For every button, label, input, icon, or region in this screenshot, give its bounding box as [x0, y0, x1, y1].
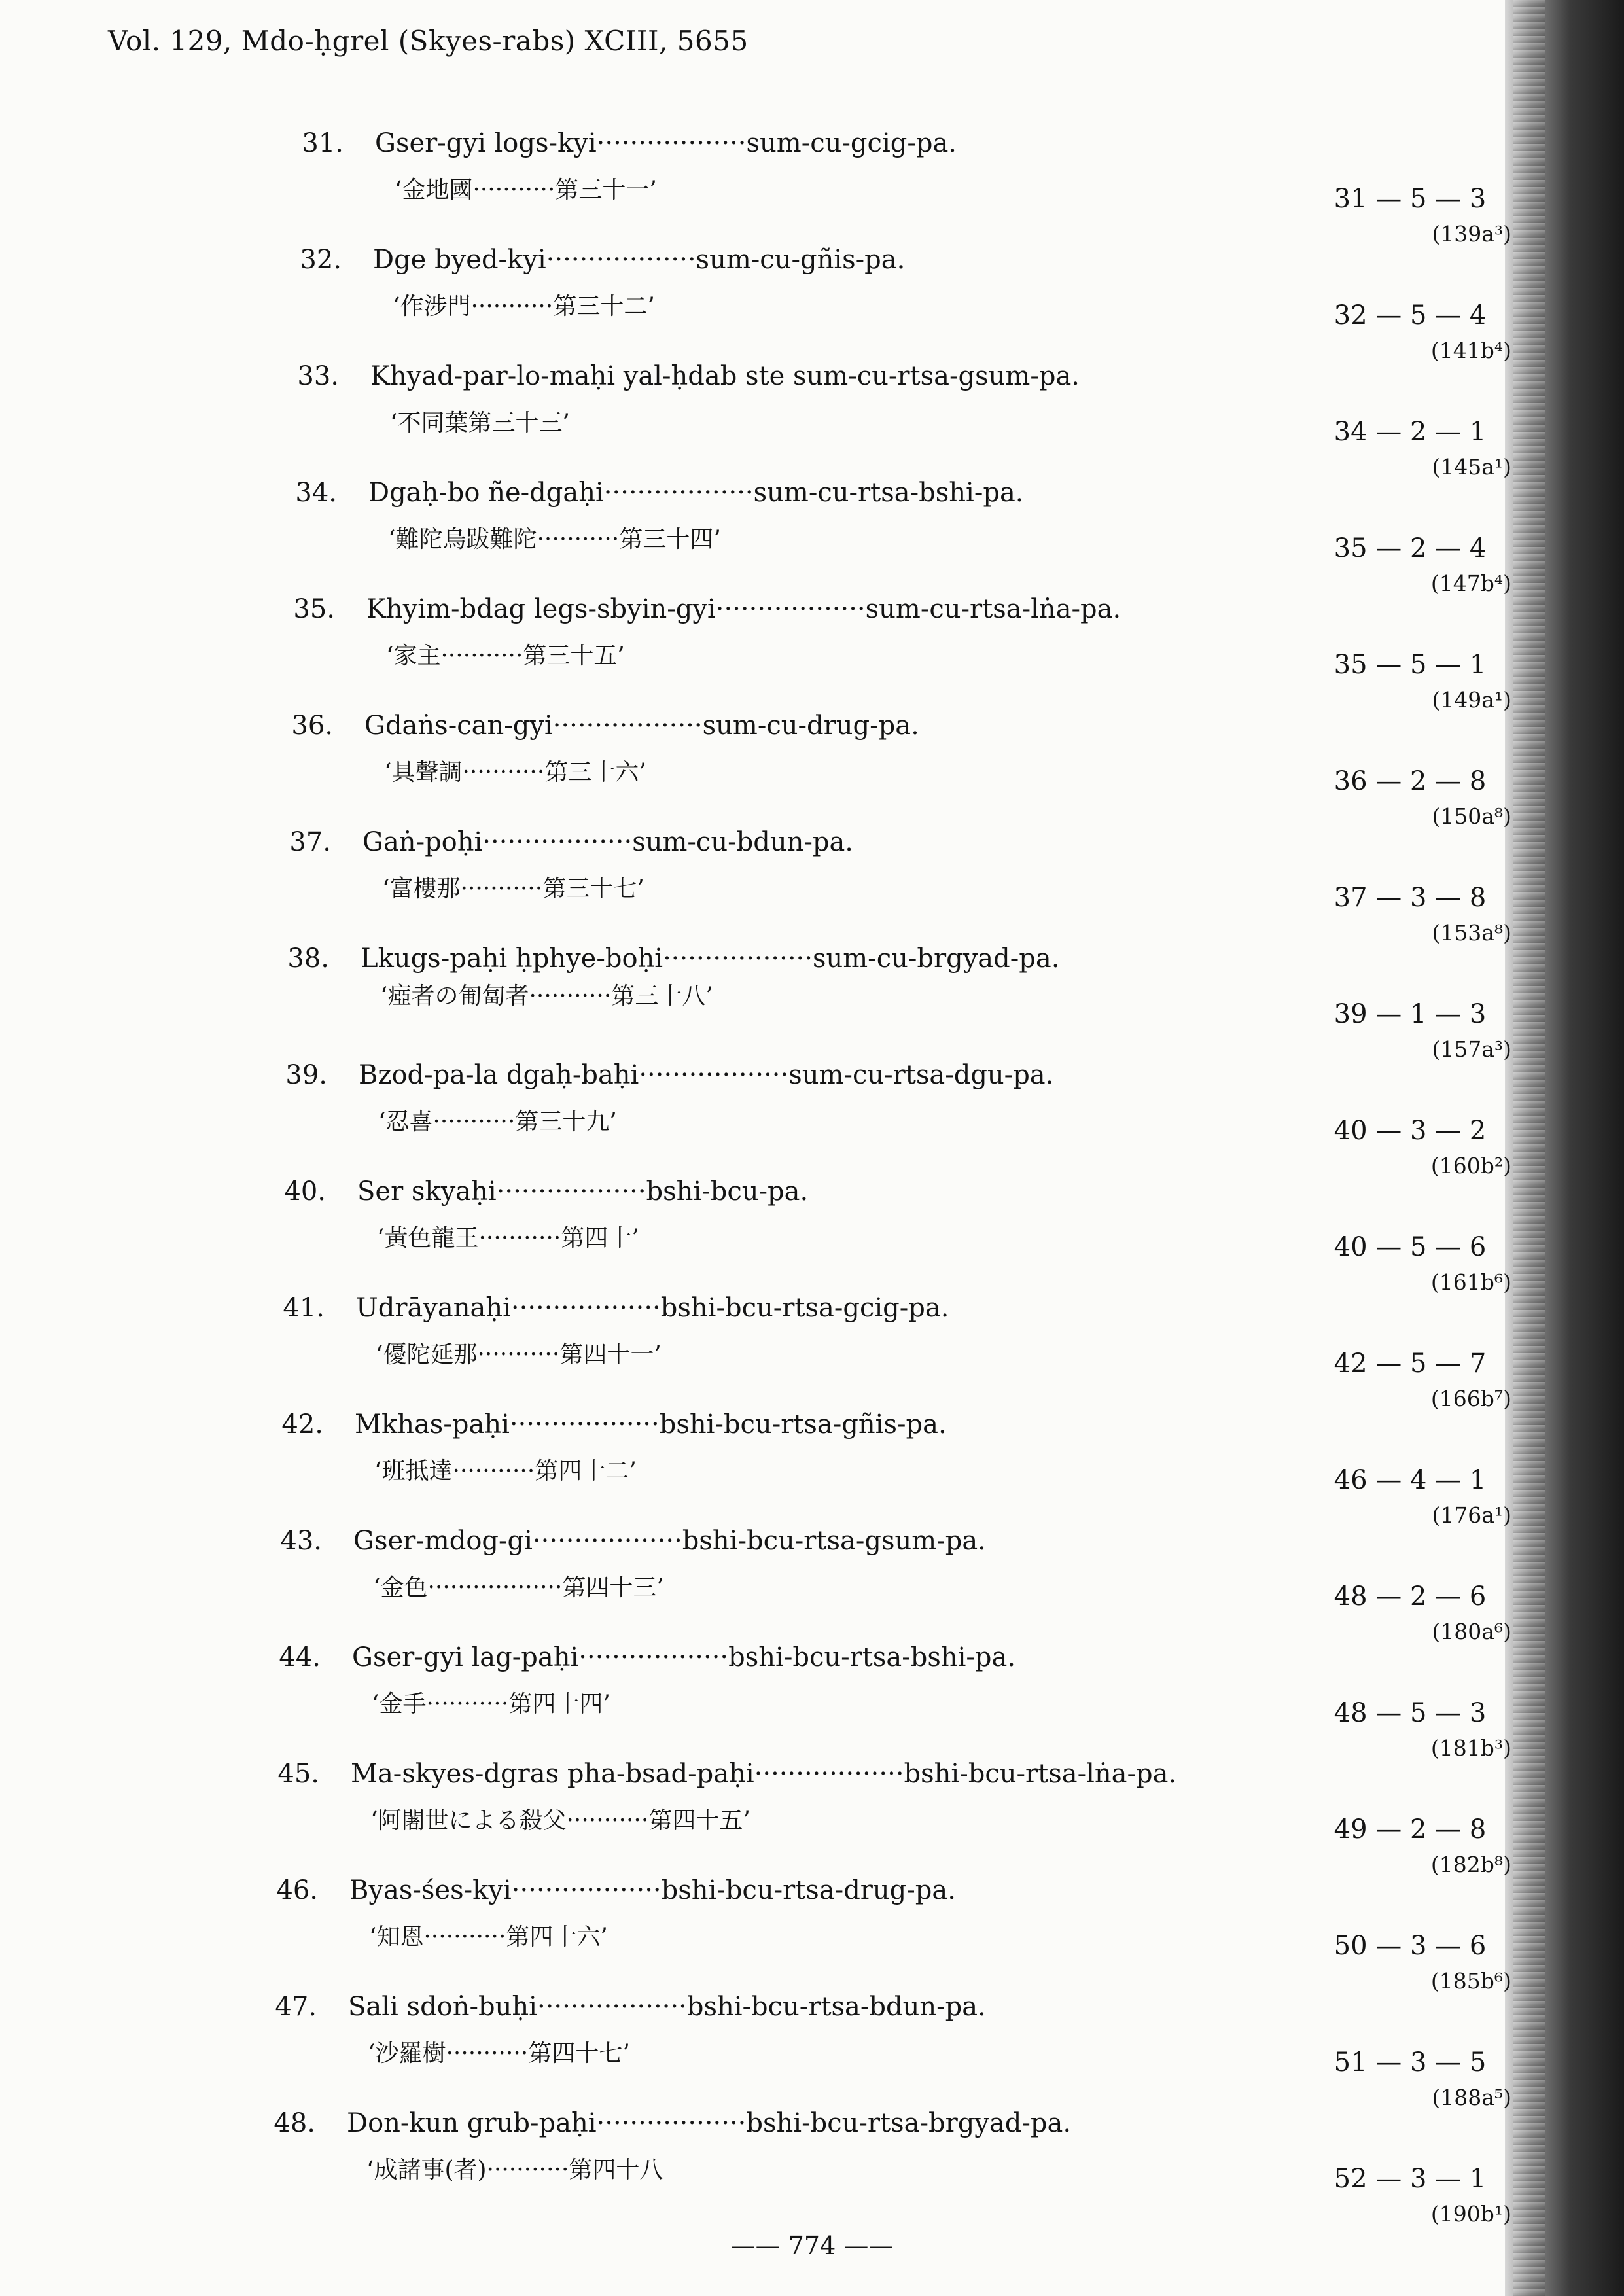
entry-folio: (166b⁷) — [1430, 1386, 1511, 1411]
list-item — [0, 1875, 1624, 1992]
list-item — [0, 1409, 1624, 1526]
list-item — [0, 245, 1624, 361]
entry-title: Dge byed-kyi··················sum-cu-gñis-pa. — [373, 245, 906, 275]
entry-title: Sali sdoṅ-buḥi··················bshi-bcu-rtsa-bdun-pa. — [348, 1992, 986, 2022]
entry-folio: (176a¹) — [1432, 1502, 1511, 1528]
entry-folio: (147b⁴) — [1430, 571, 1511, 596]
entry-reference: 48 — 5 — 3 — [1333, 1698, 1487, 1728]
entry-title: Khyim-bdag legs-sbyin-gyi··················sum-cu-rtsa-lṅa-pa. — [366, 594, 1121, 624]
entry-number: 48. — [274, 2108, 315, 2138]
entry-title: Dgaḥ-bo ñe-dgaḥi··················sum-cu-rtsa-bshi-pa. — [368, 478, 1024, 508]
entry-number: 40. — [284, 1176, 326, 1207]
entry-reference: 49 — 2 — 8 — [1333, 1814, 1487, 1845]
entry-reference: 34 — 2 — 1 — [1333, 417, 1487, 447]
entry-title: Ma-skyes-dgras pha-bsad-paḥi··················bshi-bcu-rtsa-lṅa-pa. — [351, 1759, 1177, 1789]
entry-japanese-title: ‘金地國···········第三十一’ — [395, 177, 657, 203]
entry-japanese-title: ‘阿闍世による殺父···········第四十五’ — [370, 1807, 750, 1834]
entry-reference: 31 — 5 — 3 — [1333, 184, 1487, 214]
entry-folio: (161b⁶) — [1430, 1269, 1511, 1295]
entry-japanese-title: ‘忍喜···········第三十九’ — [378, 1108, 617, 1135]
entry-folio: (180a⁶) — [1432, 1619, 1511, 1644]
entry-japanese-title: ‘瘂者の匍匐者···········第三十八’ — [380, 983, 713, 1010]
entry-title: Gser-gyi logs-kyi··················sum-cu-gcig-pa. — [375, 128, 957, 158]
list-item — [0, 711, 1624, 827]
entry-japanese-title: ‘知恩···········第四十六’ — [369, 1924, 608, 1951]
list-item — [0, 1642, 1624, 1759]
entry-reference: 32 — 5 — 4 — [1333, 300, 1487, 330]
page-number: —— 774 —— — [730, 2231, 894, 2260]
list-item — [0, 1293, 1624, 1409]
entry-reference: 42 — 5 — 7 — [1333, 1349, 1487, 1379]
entry-title: Khyad-par-lo-maḥi yal-ḥdab ste sum-cu-rtsa-gsum-pa. — [370, 361, 1080, 391]
entry-folio: (153a⁸) — [1432, 920, 1511, 945]
list-item — [0, 827, 1624, 944]
entry-title: Udrāyanaḥi··················bshi-bcu-rtsa-gcig-pa. — [356, 1293, 949, 1323]
list-item — [0, 1176, 1624, 1293]
entry-reference: 35 — 5 — 1 — [1333, 650, 1487, 680]
entry-number: 47. — [275, 1992, 317, 2022]
entry-number: 31. — [302, 128, 344, 158]
entry-number: 36. — [291, 711, 333, 741]
entry-folio: (188a⁵) — [1432, 2085, 1511, 2110]
entry-title: Gdaṅs-can-gyi··················sum-cu-drug-pa. — [364, 711, 919, 741]
list-item — [0, 944, 1624, 1060]
entry-japanese-title: ‘沙羅樹···········第四十七’ — [368, 2040, 630, 2067]
entry-title: Don-kun grub-paḥi··················bshi-bcu-rtsa-brgyad-pa. — [347, 2108, 1072, 2138]
list-item — [0, 128, 1624, 245]
list-item — [0, 1526, 1624, 1642]
entry-reference: 40 — 5 — 6 — [1333, 1232, 1487, 1262]
entry-japanese-title: ‘班抵達···········第四十二’ — [374, 1458, 637, 1485]
entry-title: Gser-mdog-gi··················bshi-bcu-rtsa-gsum-pa. — [353, 1526, 986, 1556]
entry-reference: 48 — 2 — 6 — [1333, 1581, 1487, 1612]
entry-japanese-title: ‘作涉門···········第三十二’ — [393, 293, 655, 320]
entry-japanese-title: ‘不同葉第三十三’ — [390, 410, 570, 436]
entry-reference: 51 — 3 — 5 — [1333, 2047, 1487, 2077]
entry-japanese-title: ‘優陀延那···········第四十一’ — [376, 1341, 662, 1368]
list-item — [0, 1759, 1624, 1875]
entry-title: Mkhas-paḥi··················bshi-bcu-rtsa-gñis-pa. — [355, 1409, 947, 1439]
entry-title: Byas-śes-kyi··················bshi-bcu-rtsa-drug-pa. — [349, 1875, 956, 1905]
entry-title: Gaṅ-poḥi··················sum-cu-bdun-pa. — [362, 827, 854, 857]
entry-number: 44. — [279, 1642, 321, 1672]
entry-folio: (185b⁶) — [1430, 1968, 1511, 1994]
entry-folio: (149a¹) — [1432, 687, 1511, 713]
entry-number: 46. — [276, 1875, 318, 1905]
entry-folio: (182b⁸) — [1430, 1852, 1511, 1877]
entry-folio: (190b¹) — [1430, 2201, 1511, 2227]
entry-japanese-title: ‘金手···········第四十四’ — [372, 1691, 610, 1718]
entry-folio: (157a³) — [1432, 1036, 1511, 1062]
list-item — [0, 361, 1624, 478]
entry-japanese-title: ‘具聲調···········第三十六’ — [384, 759, 646, 786]
entry-folio: (141b⁴) — [1430, 338, 1511, 363]
entry-number: 41. — [283, 1293, 325, 1323]
list-item — [0, 2108, 1624, 2225]
entry-japanese-title: ‘成諸事(者)···········第四十八 — [366, 2157, 663, 2183]
list-item — [0, 478, 1624, 594]
entry-japanese-title: ‘黃色龍王···········第四十’ — [377, 1225, 639, 1252]
list-item — [0, 1060, 1624, 1176]
entry-title: Ser skyaḥi··················bshi-bcu-pa. — [357, 1176, 809, 1207]
entry-reference: 50 — 3 — 6 — [1333, 1931, 1487, 1961]
entry-reference: 46 — 4 — 1 — [1333, 1465, 1487, 1495]
entry-number: 38. — [287, 944, 329, 974]
entry-folio: (150a⁸) — [1432, 804, 1511, 829]
entry-folio: (145a¹) — [1432, 454, 1511, 480]
entry-japanese-title: ‘難陀烏跋難陀···········第三十四’ — [388, 526, 721, 553]
entry-number: 34. — [295, 478, 337, 508]
entry-reference: 39 — 1 — 3 — [1333, 999, 1487, 1029]
entry-number: 32. — [300, 245, 342, 275]
entry-japanese-title: ‘富樓那···········第三十七’ — [382, 875, 644, 902]
entry-japanese-title: ‘金色··················第四十三’ — [373, 1574, 664, 1601]
list-item — [0, 1992, 1624, 2108]
entry-title: Lkugs-paḥi ḥphye-boḥi··················sum-cu-brgyad-pa. — [361, 944, 1060, 974]
entry-title: Gser-gyi lag-paḥi··················bshi-bcu-rtsa-bshi-pa. — [352, 1642, 1016, 1672]
entry-number: 39. — [285, 1060, 327, 1090]
entry-number: 33. — [297, 361, 339, 391]
entry-number: 43. — [280, 1526, 322, 1556]
entry-reference: 52 — 3 — 1 — [1333, 2164, 1487, 2194]
entry-reference: 40 — 3 — 2 — [1333, 1116, 1487, 1146]
entry-folio: (160b²) — [1430, 1153, 1511, 1178]
list-item — [0, 594, 1624, 711]
entry-reference: 36 — 2 — 8 — [1333, 766, 1487, 796]
entry-number: 37. — [289, 827, 331, 857]
entry-number: 35. — [293, 594, 335, 624]
entry-reference: 37 — 3 — 8 — [1333, 883, 1487, 913]
entry-japanese-title: ‘家主···········第三十五’ — [386, 643, 625, 669]
entry-title: Bzod-pa-la dgaḥ-baḥi··················sum-cu-rtsa-dgu-pa. — [359, 1060, 1054, 1090]
entry-number: 42. — [281, 1409, 323, 1439]
entry-number: 45. — [277, 1759, 319, 1789]
entry-folio: (181b³) — [1430, 1735, 1511, 1761]
running-header: Vol. 129, Mdo-ḥgrel (Skyes-rabs) XCIII, 5655 — [108, 25, 749, 57]
entry-reference: 35 — 2 — 4 — [1333, 533, 1487, 563]
entry-folio: (139a³) — [1432, 221, 1511, 247]
